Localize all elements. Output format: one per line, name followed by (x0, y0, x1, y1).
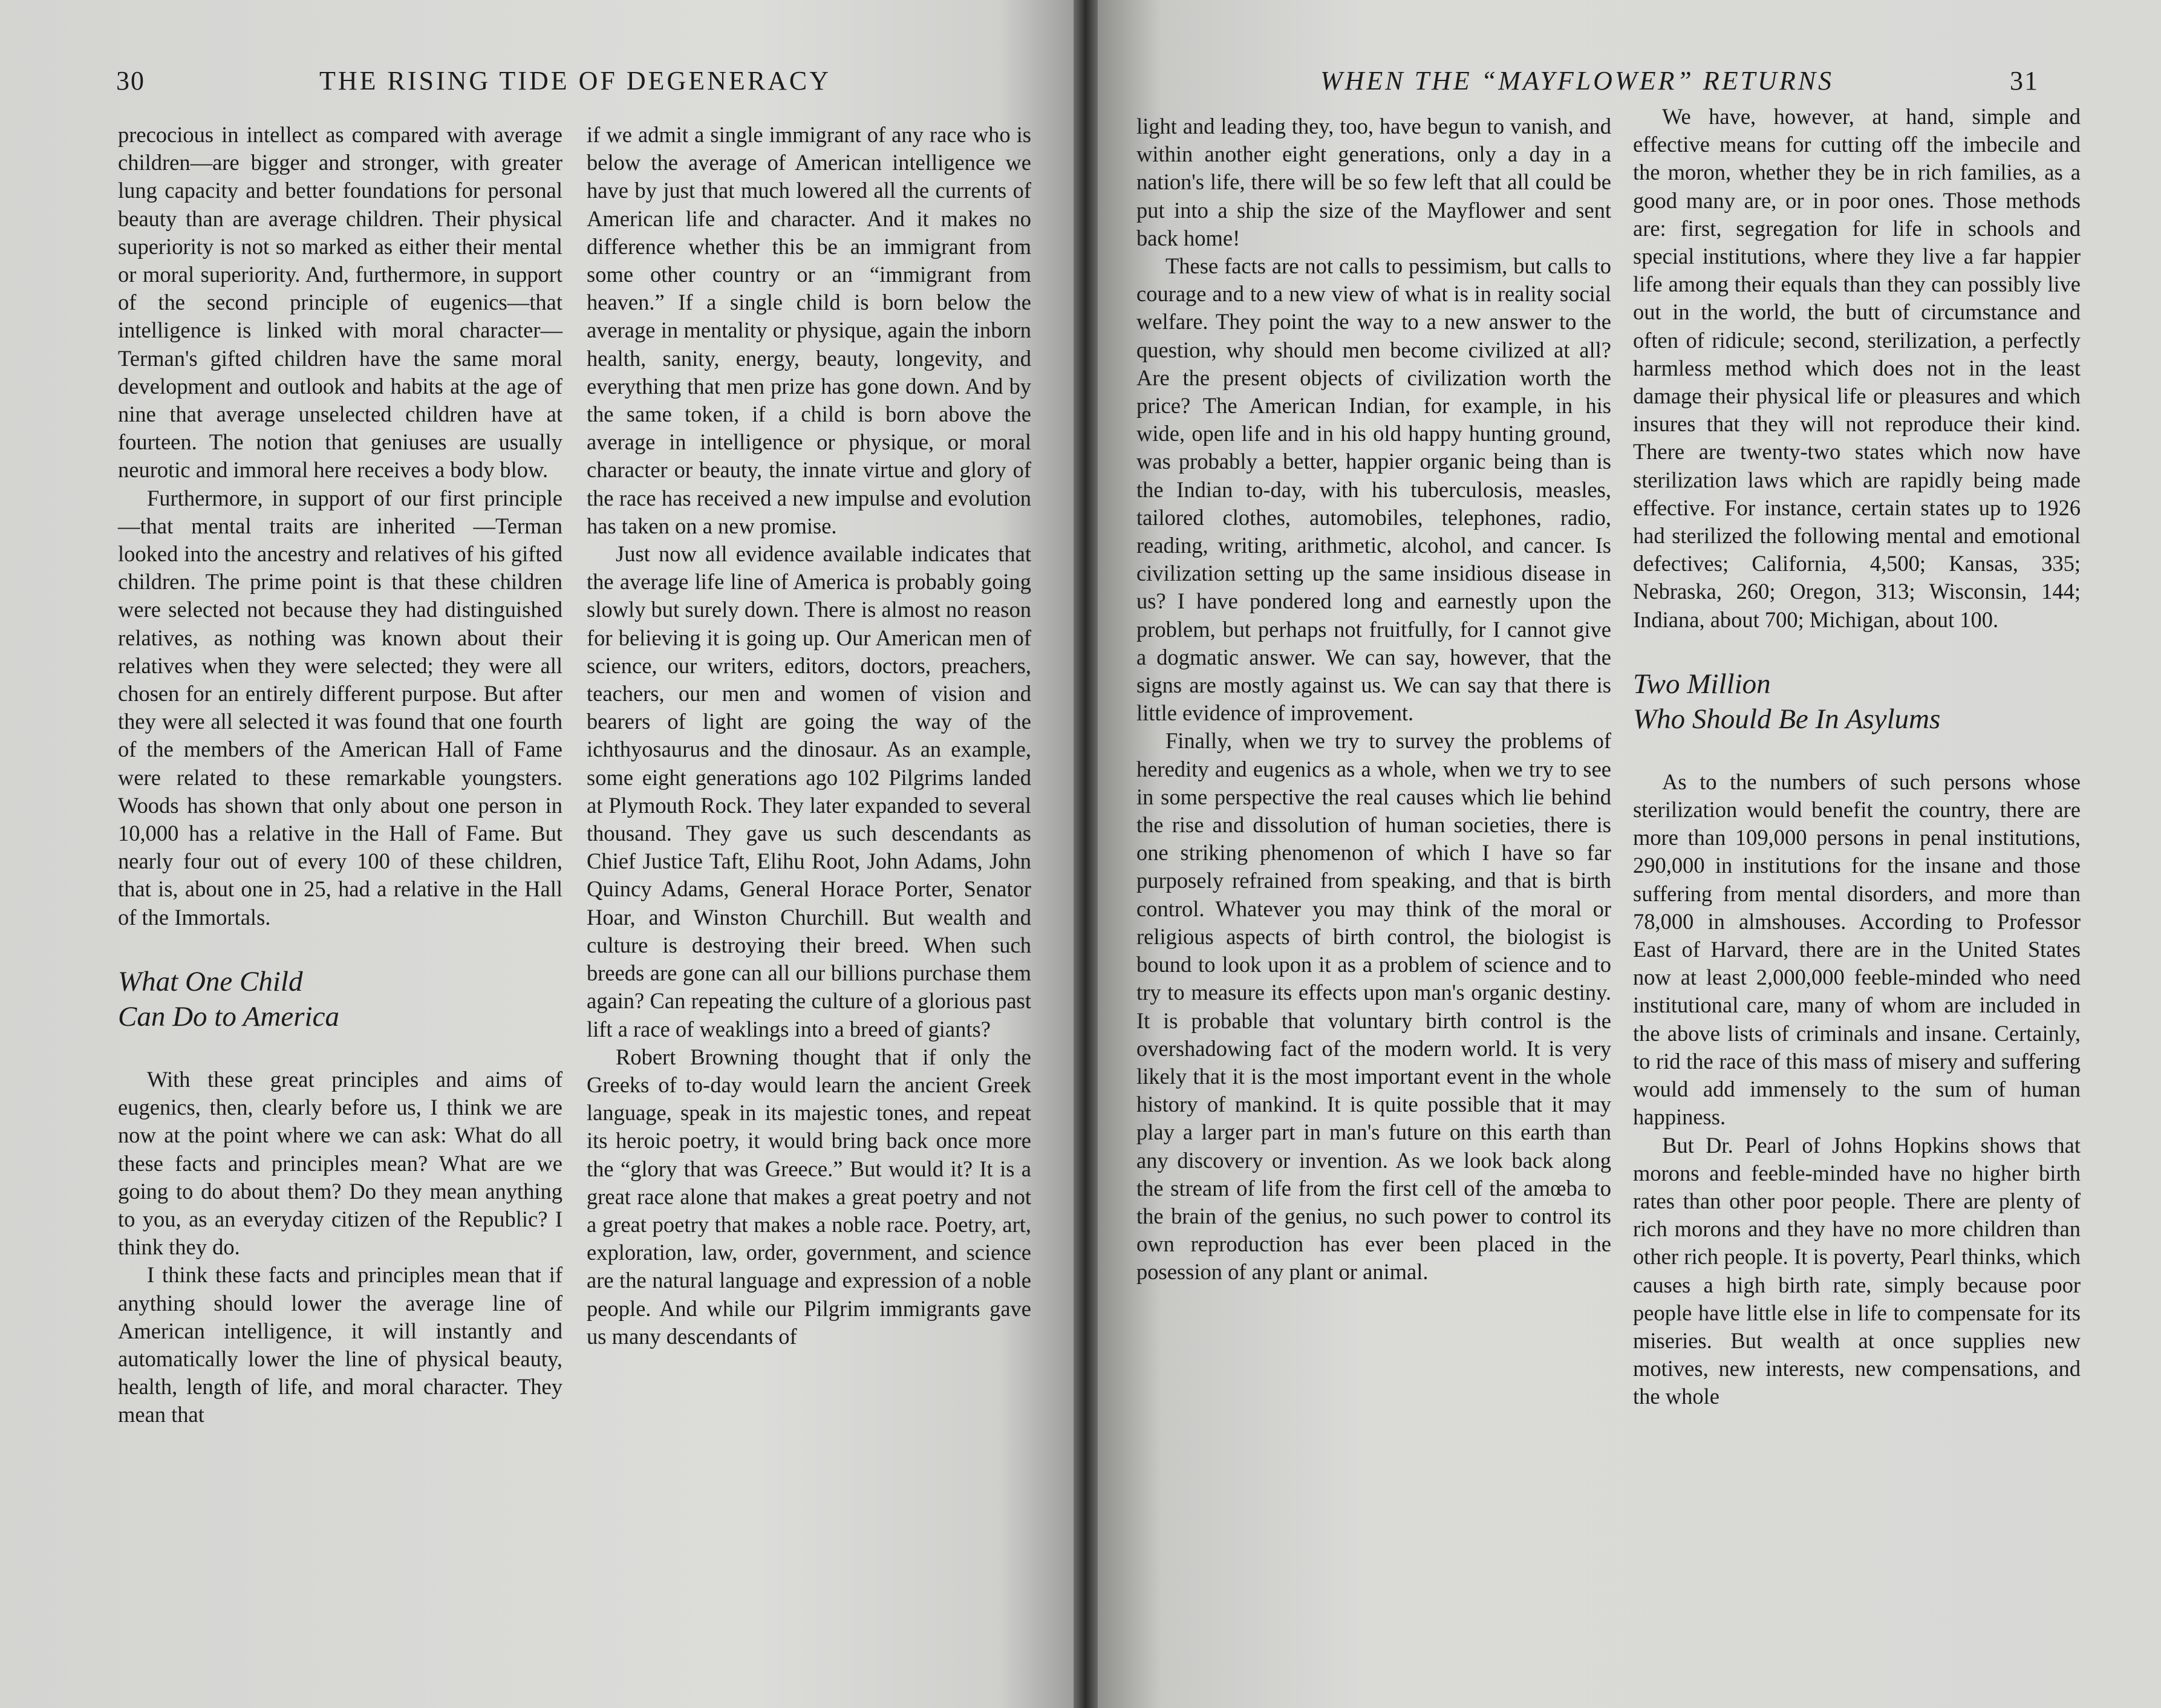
running-head: THE RISING TIDE OF DEGENERACY (319, 66, 832, 96)
section-heading-line: Who Should Be In Asylums (1633, 703, 1941, 735)
paragraph: With these great principles and aims of eugenics, then, clearly before us, I think we are now at the point where we can ask: What do all these facts and principles mean? What are we going to do about them? Do they mean anything to you, as an everyday citizen of the Republic? I think they do. (118, 1066, 562, 1260)
paragraph: Just now all evidence available indicates that the average life line of America is probably going slowly but surely down. There is almost no reason for believing it is going up. Our American men of science, our writers, editors, doctors, preachers, teachers, our men and women of vision and bearers of light are going the way of the ichthyosaurus and the dinosaur. As an example, some eight generations ago 102 Pilgrims landed at Plymouth Rock. They later expanded to several thousand. They gave us such descendants as Chief Justice Taft, Elihu Root, John Adams, John Quincy Adams, General Horace Porter, Senator Hoar, and Winston Churchill. But wealth and culture is destroying their breed. When such breeds are gone can all our billions purchase them again? Can repeating the culture of a glorious past lift a race of weaklings into a breed of giants? (587, 541, 1031, 1041)
paragraph: Furthermore, in support of our first principle—that mental traits are inherited —Terman looked into the ancestry and relatives of his gifted children. The prime point is that these children were selected not because they had distinguished relatives, as nothing was known about their relatives when they were selected; they were all chosen for an entirely different purpose. But after they were all selected it was found that one fourth of the members of the American Hall of Fame were related to these remarkable youngsters. Woods has shown that only about one person in 10,000 has a relative in the Hall of Fame. But nearly four out of every 100 of these children, that is, about one in 25, had a relative in the Hall of the Immortals. (118, 485, 562, 930)
paragraph: I think these facts and principles mean that if anything should lower the average line of American intelligence, it will instantly and automatically lower the line of physical beauty, health, length of life, and moral character. They mean that (118, 1262, 562, 1427)
paragraph: We have, however, at hand, simple and effective means for cutting off the imbecile and the moron, whether they be in rich families, as a good many are, or in poor ones. Those methods are: first, segregation for life in schools and special institutions, where they live a far happier life among their equals than they can possibly live out in the world, the butt of circumstance and often of ridicule; second, sterilization, a perfectly harmless method which does not in the least damage their physical life or pleasures and which insures that they will not reproduce their kind. There are twenty-two states which now have sterilization laws which are rapidly being made effective. For instance, certain states up to 1926 had sterilized the following mental and emotional defectives; California, 4,500; Kansas, 335; Nebraska, 260; Oregon, 313; Wisconsin, 144; Indiana, about 700; Michigan, about 100. (1633, 104, 2081, 632)
paragraph: These facts are not calls to pessimism, but calls to courage and to a new view of what is in reality social welfare. They point the way to a new answer to the question, why should men become civilized at all? Are the present objects of civilization worth the price? The American Indian, for example, in his wide, open life and in his old happy hunting ground, was probably a better, happier organic being than is the Indian to-day, with his tuberculosis, measles, tailored clothes, automobiles, telephones, radio, reading, writing, arithmetic, alcohol, and cancer. Is civilization setting up the same insidious disease in us? I have pondered long and earnestly upon the problem, but perhaps not fruitfully, for I cannot give a dogmatic answer. We can say, however, that the signs are mostly against us. We can say that there is little evidence of improvement. (1136, 253, 1611, 726)
paragraph: if we admit a single immigrant of any race who is below the average of American intelligence we have by just that much lowered all the currents of American life and character. And it makes no difference whether this be an immigrant from some other country or an “immigrant from heaven.” If a single child is born below the average in mentality or physique, again the inborn health, sanity, energy, beauty, longevity, and everything that men prize has gone down. And by the same token, if a child is born above the average in intelligence or physique, or moral character or beauty, the innate virtue and glory of the race has received a new impulse and evolution has taken on a new promise. (587, 122, 1031, 538)
text-column (587, 121, 1031, 1351)
text-column (1633, 103, 2081, 1411)
book-gutter (1074, 0, 1098, 1708)
section-heading-line: Can Do to America (118, 1000, 339, 1032)
section-heading (118, 964, 562, 1034)
paragraph: Robert Browning thought that if only the Greeks of to-day would learn the ancient Greek language, speak in its majestic tones, and repeat its heroic poetry, it would bring back once more the “glory that was Greece.” But would it? It is a great race alone that makes a great poetry and not a great poetry that makes a noble race. Poetry, art, exploration, law, order, government, and science are the natural language and expression of a noble people. And while our Pilgrim immigrants gave us many descendants of (587, 1044, 1031, 1349)
text-column (118, 121, 562, 1429)
running-head: WHEN THE “MAYFLOWER” RETURNS (1320, 66, 1834, 96)
left-page (0, 0, 1074, 1708)
paragraph: As to the numbers of such persons whose sterilization would benefit the country, there are more than 109,000 persons in penal institutions, 290,000 in institutions for the insane and those suffering from mental disorders, and more than 78,000 in almshouses. According to Professor East of Harvard, there are in the United States now at least 2,000,000 feeble-minded who need institutional care, many of whom are included in the above lists of criminals and insane. Certainly, to rid the race of this mass of misery and suffering would add immensely to the sum of human happiness. (1633, 769, 2081, 1130)
paragraph: Finally, when we try to survey the problems of heredity and eugenics as a whole, when we try to see in some perspective the real causes which lie behind the rise and dissolution of human societies, there is one striking phenomenon of which I have so far purposely refrained from speaking, and that is birth control. Whatever you may think of the moral or religious aspects of birth control, the biologist is bound to look upon it as a problem of science and to try to measure its effects upon man's organic destiny. It is probable that voluntary birth control is the overshadowing fact of the modern world. It is very likely that it is the most important event in the whole history of mankind. It is quite possible that it may play a larger part in man's future on this earth than any discovery or invention. As we look back along the stream of life from the first cell of the amœba to the brain of the genius, no such power to control its own reproduction has ever been placed in the posession of any plant or animal. (1136, 728, 1611, 1285)
section-heading-line: Two Million (1633, 668, 1771, 700)
section-heading (1633, 667, 2081, 737)
right-page (1098, 0, 2161, 1708)
paragraph: But Dr. Pearl of Johns Hopkins shows that morons and feeble-minded have no higher birth rates than other poor people. There are plenty of rich morons and they have no more children than other rich people. It is poverty, Pearl thinks, which causes a high birth rate, simply because poor people have little else in life to compensate for its miseries. But wealth at once supplies new motives, new interests, new compensations, and the whole (1633, 1132, 2081, 1409)
paragraph: precocious in intellect as compared with average children—are bigger and stronger, with greater lung capacity and better foundations for personal beauty than are average children. Their physical superiority is not so marked as either their mental or moral superiority. And, furthermore, in support of the second principle of eugenics—that intelligence is linked with moral character—Terman's gifted children have the same moral development and outlook and habits at the age of nine that average unselected children have at fourteen. The notion that geniuses are usually neurotic and immoral here receives a body blow. (118, 122, 562, 483)
text-column (1136, 112, 1611, 1286)
page-number: 31 (2010, 66, 2039, 96)
section-heading-line: What One Child (118, 965, 303, 997)
page-number: 30 (116, 66, 145, 96)
paragraph: light and leading they, too, have begun to vanish, and within another eight generations, only a day in a nation's life, there will be so few left that all could be put into a ship the size of the Mayflower and sent back home! (1136, 114, 1611, 250)
